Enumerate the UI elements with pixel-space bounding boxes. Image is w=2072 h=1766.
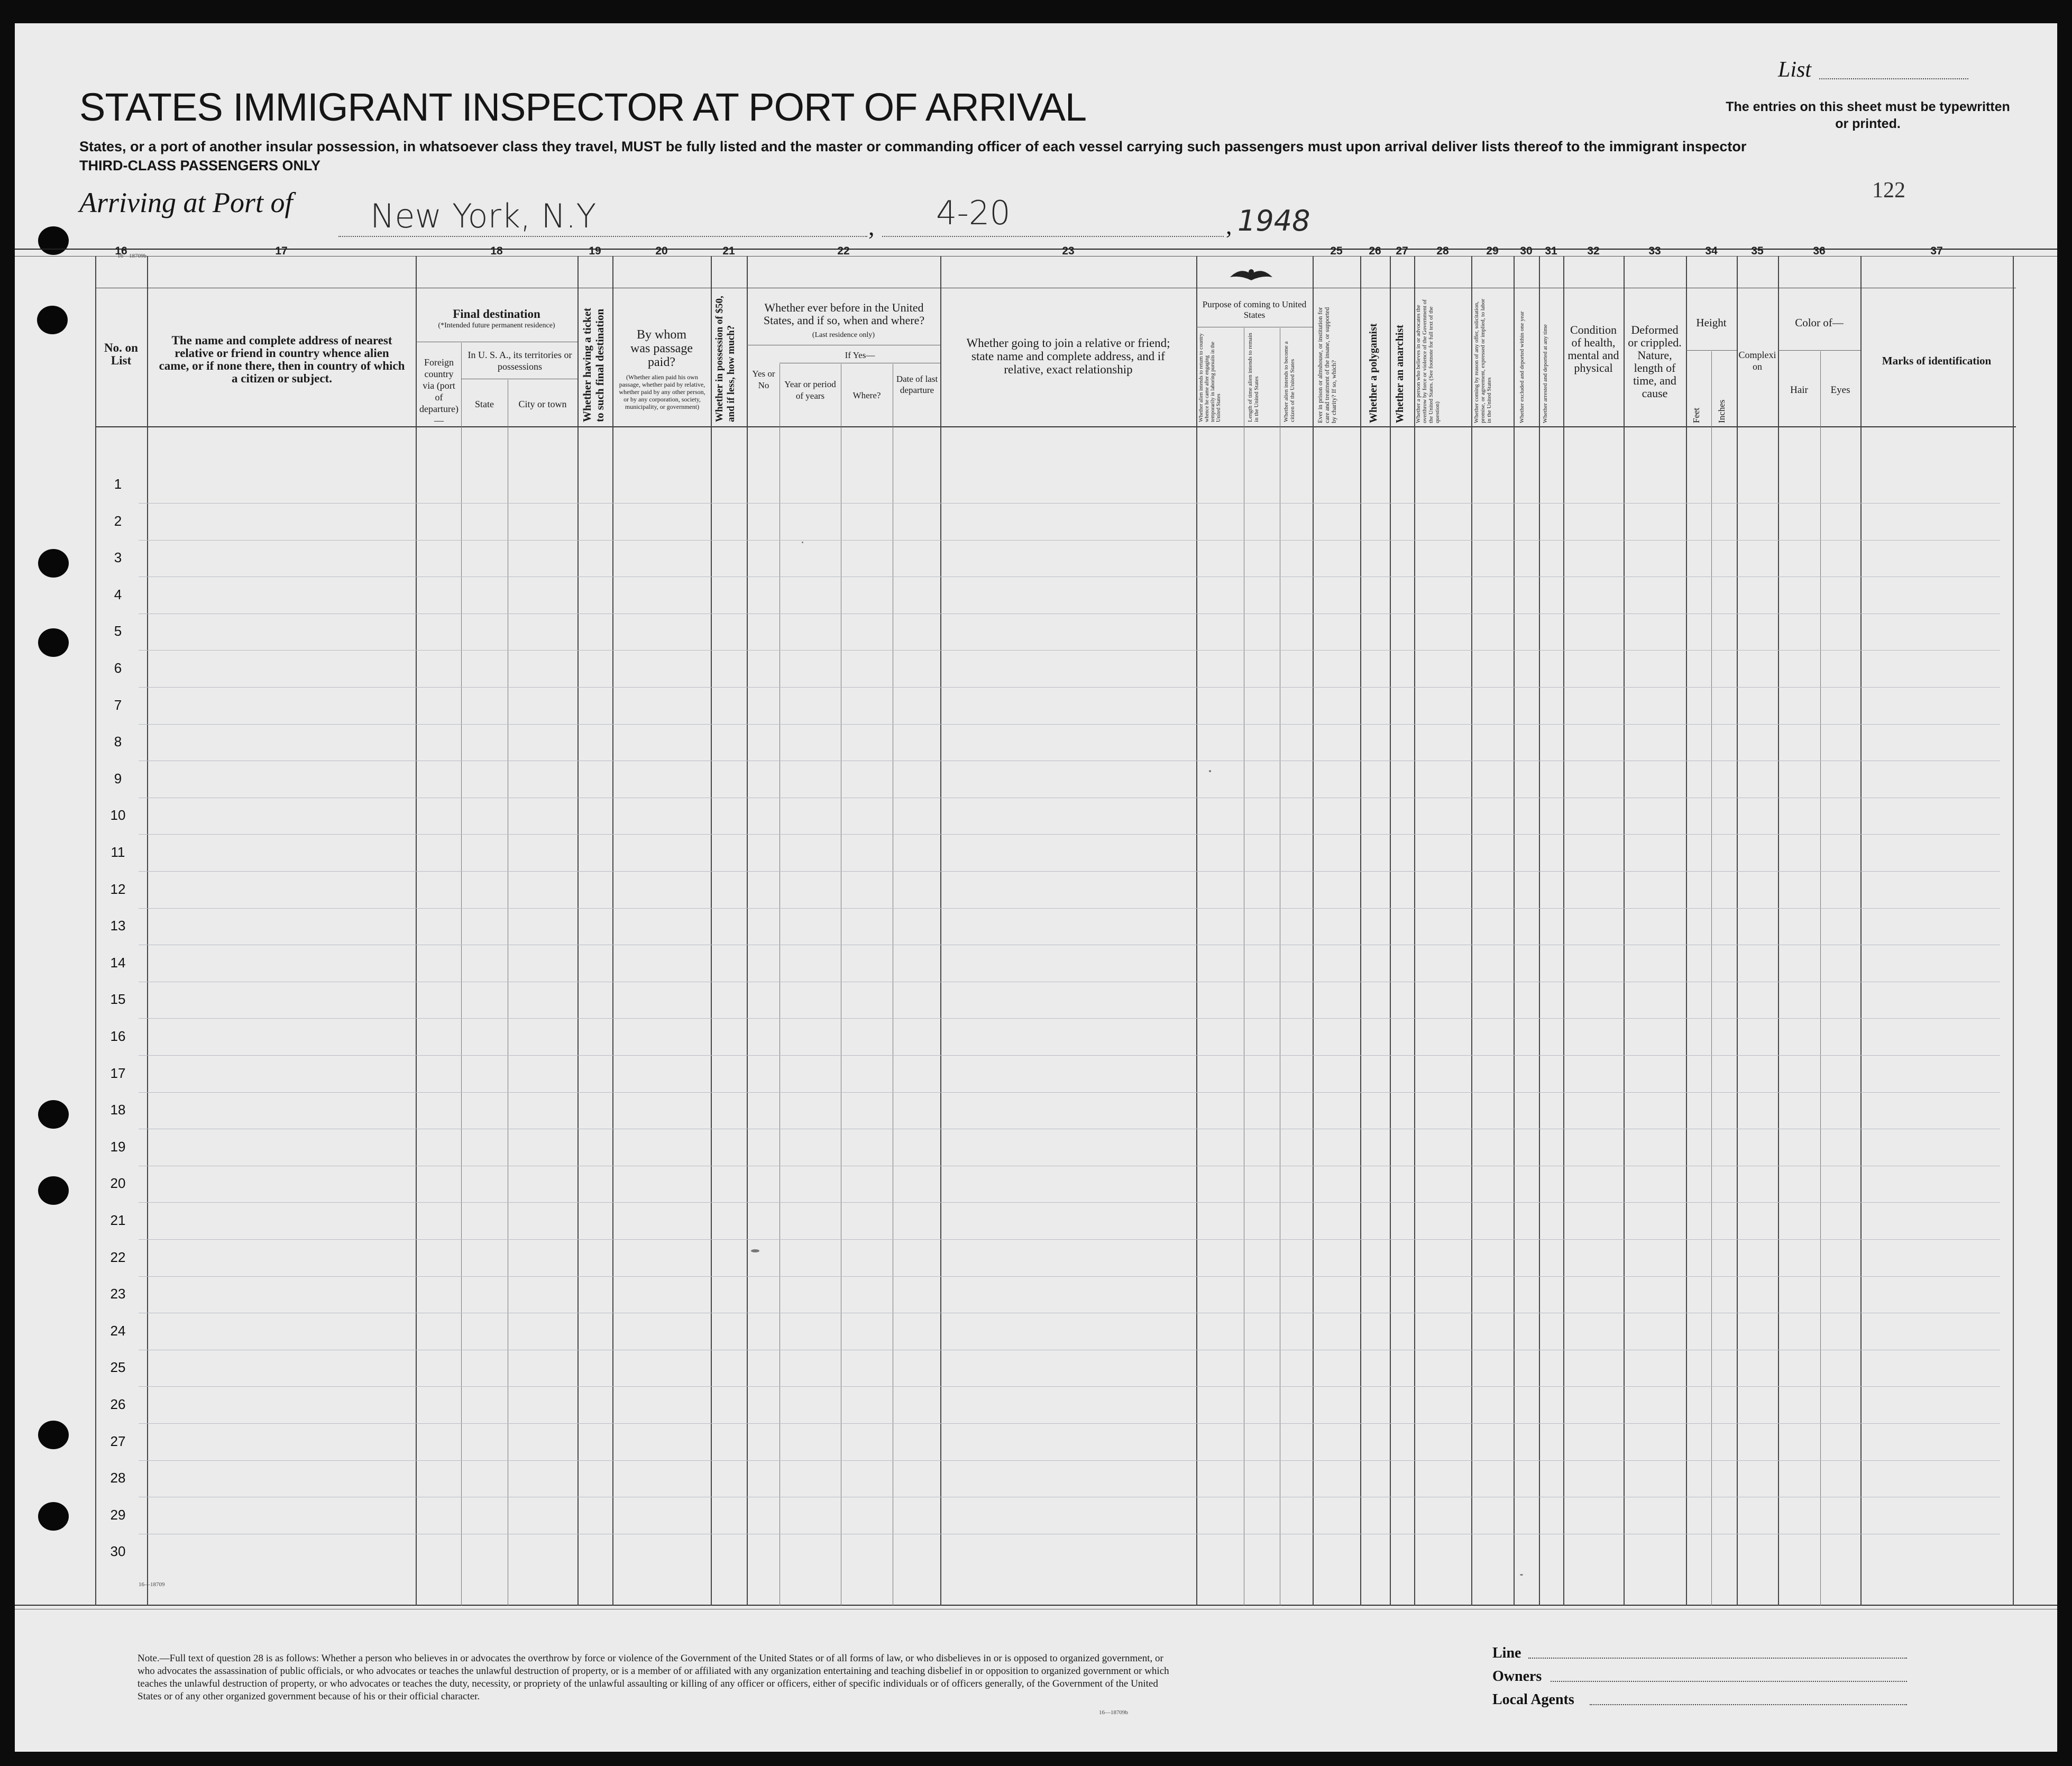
col-line-33 xyxy=(1624,256,1625,1606)
col-line-22 xyxy=(747,256,748,1606)
heading-fifty-dollars: Whether in possession of $50, and if less, how much? xyxy=(714,296,737,422)
form-number-left: 16—18709 xyxy=(139,1581,165,1588)
punch-hole xyxy=(38,1176,69,1205)
row-number: 6 xyxy=(114,660,122,676)
heading-passage-paid: By whom was passage paid? xyxy=(630,328,693,369)
row-number: 25 xyxy=(110,1359,126,1375)
date-field-line xyxy=(882,236,1224,237)
col-line-36 xyxy=(1778,256,1779,1606)
owners-label: Owners xyxy=(1492,1668,1542,1685)
line-label: Line xyxy=(1492,1645,1521,1661)
port-field-line xyxy=(338,236,867,237)
row-number: 7 xyxy=(114,697,122,713)
heading-feet: Feet xyxy=(1691,407,1701,423)
colnum-18: 18 xyxy=(490,245,503,257)
colnum-21: 21 xyxy=(722,245,735,257)
heading-anarchist: Whether an anarchist xyxy=(1394,325,1406,423)
speck xyxy=(802,542,803,543)
local-agents-field xyxy=(1590,1704,1907,1705)
punch-hole xyxy=(38,1100,69,1129)
heading-purpose-citizen: Whether alien intends to become a citizen of the United States xyxy=(1283,341,1296,422)
row-number: 11 xyxy=(111,844,125,860)
heading-prison: Ever in prison or almshouse, or institution for care and treatment of the insane, or supported by charity? If so, which? xyxy=(1316,307,1337,423)
speck xyxy=(751,1249,759,1252)
heading-foreign-country: Foreign country via (port of departure)— xyxy=(419,357,459,426)
col-line-35 xyxy=(1737,256,1738,1606)
colnum-22: 22 xyxy=(837,245,850,257)
heading-health: Condition of health, mental and physical xyxy=(1567,323,1619,374)
heading-year-period: Year or period of years xyxy=(784,379,836,401)
col-line-28 xyxy=(1414,256,1415,1606)
colnum-26: 26 xyxy=(1369,245,1381,257)
heading-in-usa: In U. S. A., its territories or possessions xyxy=(467,350,572,372)
row-number: 8 xyxy=(114,734,122,749)
row-number: 19 xyxy=(110,1139,126,1155)
colnum-37: 37 xyxy=(1930,245,1943,257)
speck xyxy=(1520,1574,1523,1576)
class-line: THIRD-CLASS PASSENGERS ONLY xyxy=(79,158,321,173)
heading-deformed: Deformed or crippled. Nature, length of time, and cause xyxy=(1628,323,1682,400)
row-rule xyxy=(139,724,2000,725)
heading-color-of: Color of— xyxy=(1795,316,1844,329)
row-rule xyxy=(139,503,2000,504)
col-line-30 xyxy=(1514,256,1515,1606)
row-rule xyxy=(139,871,2000,872)
row-rule xyxy=(139,1055,2000,1056)
heading-ticket: Whether having a ticket to such final destination xyxy=(581,307,606,422)
form-number-right: 16—18709b xyxy=(1099,1709,1128,1716)
row-rule xyxy=(139,687,2000,688)
row-number: 30 xyxy=(110,1543,126,1559)
heading-date-departure: Date of last departure xyxy=(896,374,938,395)
form-number-top: 16—18709b xyxy=(117,253,146,259)
heading-if-yes: If Yes— xyxy=(845,350,875,360)
entries-note: The entries on this sheet must be typewritten or printed. xyxy=(1726,99,2010,131)
heading-offer-labor: Whether coming by reason of any offer, solicitation, promise, or agreement, expressed or implied, to labor in the United States xyxy=(1473,298,1492,423)
date-value: 4-20 xyxy=(936,194,1011,232)
colnum-28: 28 xyxy=(1436,245,1449,257)
row-rule xyxy=(139,834,2000,835)
heading-passage-note: (Whether alien paid his own passage, whether paid by relative, whether paid by any other person, or by any corporation, society, municipality, or government) xyxy=(619,373,705,410)
col-line-31 xyxy=(1539,256,1540,1606)
col-line-25 xyxy=(1313,256,1314,1606)
heading-overthrow: Whether a person who believes in or advocates the overthrow by force or violence of the Government of the United States. (See footnote for full text of the question) xyxy=(1415,299,1441,423)
row-rule xyxy=(139,540,2000,541)
colnum-32: 32 xyxy=(1587,245,1600,257)
row-number: 16 xyxy=(110,1028,126,1044)
heading-arrested: Whether arrested and deported at any time xyxy=(1542,324,1548,423)
punch-hole xyxy=(38,549,69,578)
page-title: STATES IMMIGRANT INSPECTOR AT PORT OF ARRIVAL xyxy=(79,85,1087,129)
heading-eyes: Eyes xyxy=(1830,385,1850,396)
eagle-emblem xyxy=(1225,264,1278,286)
col-line-32 xyxy=(1563,256,1564,1606)
footnote-question-28: Note.—Full text of question 28 is as follows: Whether a person who believes in or advocates the overthrow by force or violence of the Government of the United States or of all forms of law, or who disbelieves in or is opposed to organized government, or who advocates the assassination of public officials, or who advocates or teaches the unlawful destruction of property, or is a member of or affiliated with any organization entertaining and teaching disbelief in or opposition to organized government or which teaches the unlawful destruction of property, or who advocates or teaches the duty, necessity, or propriety of the unlawful assaulting or killing of any officer or officers, either of specific individuals or of officers generally, of the Government of the United States or of any other organized government because of his or their official character. xyxy=(137,1653,1169,1702)
heading-purpose-length: Length of time alien intends to remain in the United States xyxy=(1247,333,1260,422)
colnum-17: 17 xyxy=(275,245,288,257)
row-rule xyxy=(139,1092,2000,1093)
col-line-17 xyxy=(147,256,148,1606)
col-line-19 xyxy=(577,256,579,1606)
instructions-text: States, or a port of another insular possession, in whatsoever class they travel, MUST be fully listed and the master or commanding officer of each vessel carrying such passengers must upon arrival deliver lists thereof to the immigrant inspector xyxy=(79,139,1747,154)
col-line-29 xyxy=(1471,256,1472,1606)
heading-purpose: Purpose of coming to United States xyxy=(1202,299,1307,320)
col-line-18a xyxy=(461,343,462,1606)
heading-marks: Marks of identification xyxy=(1882,354,1992,367)
punch-hole xyxy=(38,628,69,657)
heading-final-destination-note: (*Intended future permanent residence) xyxy=(438,322,555,330)
punch-hole xyxy=(37,306,68,334)
row-number: 26 xyxy=(110,1396,126,1412)
heading-polygamist: Whether a polygamist xyxy=(1368,323,1379,423)
heading-going-to-join: Whether going to join a relative or friend; state name and complete address, and if relative, exact relationship xyxy=(966,336,1170,376)
col-line-34 xyxy=(1686,256,1687,1606)
list-label: List xyxy=(1778,58,1812,82)
punch-hole xyxy=(38,226,69,255)
heading-last-residence: (Last residence only) xyxy=(812,331,875,339)
port-value: New York, N.Y xyxy=(370,197,597,235)
heading-city: City or town xyxy=(518,399,567,409)
row-number: 1 xyxy=(114,476,122,492)
colnum-29: 29 xyxy=(1486,245,1499,257)
row-number: 23 xyxy=(110,1286,126,1302)
col-line-34a xyxy=(1711,351,1712,1606)
row-number: 21 xyxy=(110,1212,126,1228)
row-number: 28 xyxy=(110,1470,126,1486)
row-number: 20 xyxy=(110,1175,126,1191)
list-number-line xyxy=(1819,78,1968,79)
row-rule xyxy=(139,1239,2000,1240)
col-line-18 xyxy=(416,256,417,1606)
col-line-23 xyxy=(940,256,941,1606)
heading-nearest-relative: The name and complete address of nearest relative or friend in country whence alien came, or if none there, then in country of which a citizen or subject. xyxy=(159,334,405,385)
col-line-20 xyxy=(612,256,613,1606)
colnum-16: 16 xyxy=(115,245,127,257)
year-comma: , xyxy=(1226,212,1232,239)
row-rule xyxy=(139,1202,2000,1203)
colnum-23: 23 xyxy=(1062,245,1075,257)
colnum-36: 36 xyxy=(1813,245,1826,257)
row-number: 5 xyxy=(114,623,122,639)
manifest-sheet xyxy=(15,23,2057,1752)
colnum-34: 34 xyxy=(1705,245,1718,257)
row-rule xyxy=(139,650,2000,651)
row-number: 9 xyxy=(114,771,122,786)
comma-1: , xyxy=(868,213,875,240)
col-line-37 xyxy=(1860,256,1862,1606)
heading-final-destination: Final destination xyxy=(453,307,540,321)
col-line-27 xyxy=(1390,256,1391,1606)
heading-hair: Hair xyxy=(1790,385,1808,396)
punch-hole xyxy=(38,1421,69,1449)
speck xyxy=(1209,770,1211,772)
colnum-31: 31 xyxy=(1545,245,1557,257)
heading-no-on-list: No. on List xyxy=(104,341,138,367)
colnum-25: 25 xyxy=(1330,245,1343,257)
row-rule xyxy=(139,1423,2000,1424)
arriving-label: Arriving at Port of xyxy=(79,187,293,218)
colnum-20: 20 xyxy=(655,245,668,257)
colnum-35: 35 xyxy=(1751,245,1764,257)
header-bottom-rule xyxy=(95,426,2016,427)
row-number: 18 xyxy=(110,1102,126,1118)
colnum-27: 27 xyxy=(1396,245,1408,257)
year-value: 1948 xyxy=(1237,204,1310,237)
heading-where: Where? xyxy=(852,390,881,400)
heading-excluded: Whether excluded and deported within one year xyxy=(1519,311,1525,423)
row-number: 17 xyxy=(110,1065,126,1081)
heading-ever-before: Whether ever before in the United States, and if so, when and where? xyxy=(763,301,925,327)
col-line-24 xyxy=(1196,256,1197,1606)
col-line-21 xyxy=(711,256,712,1606)
owners-field xyxy=(1551,1681,1907,1682)
page-number: 122 xyxy=(1872,178,1905,203)
row-number: 13 xyxy=(110,918,126,934)
row-number: 2 xyxy=(114,513,122,529)
row-number: 12 xyxy=(110,881,126,897)
row-number: 24 xyxy=(110,1323,126,1339)
col-line-37-right xyxy=(2013,256,2014,1606)
table-bottom-rule xyxy=(15,1605,2057,1606)
row-number: 27 xyxy=(110,1433,126,1449)
row-rule xyxy=(139,1386,2000,1387)
row-number: 15 xyxy=(110,991,126,1007)
heading-complexion: Complexion xyxy=(1738,350,1776,372)
heading-state: State xyxy=(475,399,494,409)
row-rule xyxy=(139,1460,2000,1461)
row-rule xyxy=(139,1276,2000,1277)
colnum-24 xyxy=(1196,245,1313,258)
row-number: 10 xyxy=(110,807,126,823)
row-number: 22 xyxy=(110,1249,126,1265)
heading-yes-or-no: Yes or No xyxy=(752,369,775,390)
rule-36-sub xyxy=(1778,350,1860,351)
colnum-19: 19 xyxy=(589,245,601,257)
heading-inches: Inches xyxy=(1717,399,1727,423)
row-number: 4 xyxy=(114,587,122,602)
row-number: 29 xyxy=(110,1507,126,1523)
row-number: 3 xyxy=(114,550,122,565)
local-agents-label: Local Agents xyxy=(1492,1691,1574,1708)
colnum-30: 30 xyxy=(1520,245,1533,257)
rule-34-sub xyxy=(1686,350,1737,351)
row-rule xyxy=(139,908,2000,909)
heading-height: Height xyxy=(1696,316,1727,329)
heading-purpose-return: Whether alien intends to return to country whence he came after engaging temporarily in laboring pursuits in the United States xyxy=(1198,333,1222,422)
row-rule xyxy=(139,1018,2000,1019)
punch-hole xyxy=(38,1502,69,1531)
col-line-36a xyxy=(1820,351,1821,1606)
row-number: 14 xyxy=(110,955,126,971)
line-field xyxy=(1528,1658,1907,1659)
colnum-33: 33 xyxy=(1648,245,1661,257)
col-line-26 xyxy=(1360,256,1361,1606)
